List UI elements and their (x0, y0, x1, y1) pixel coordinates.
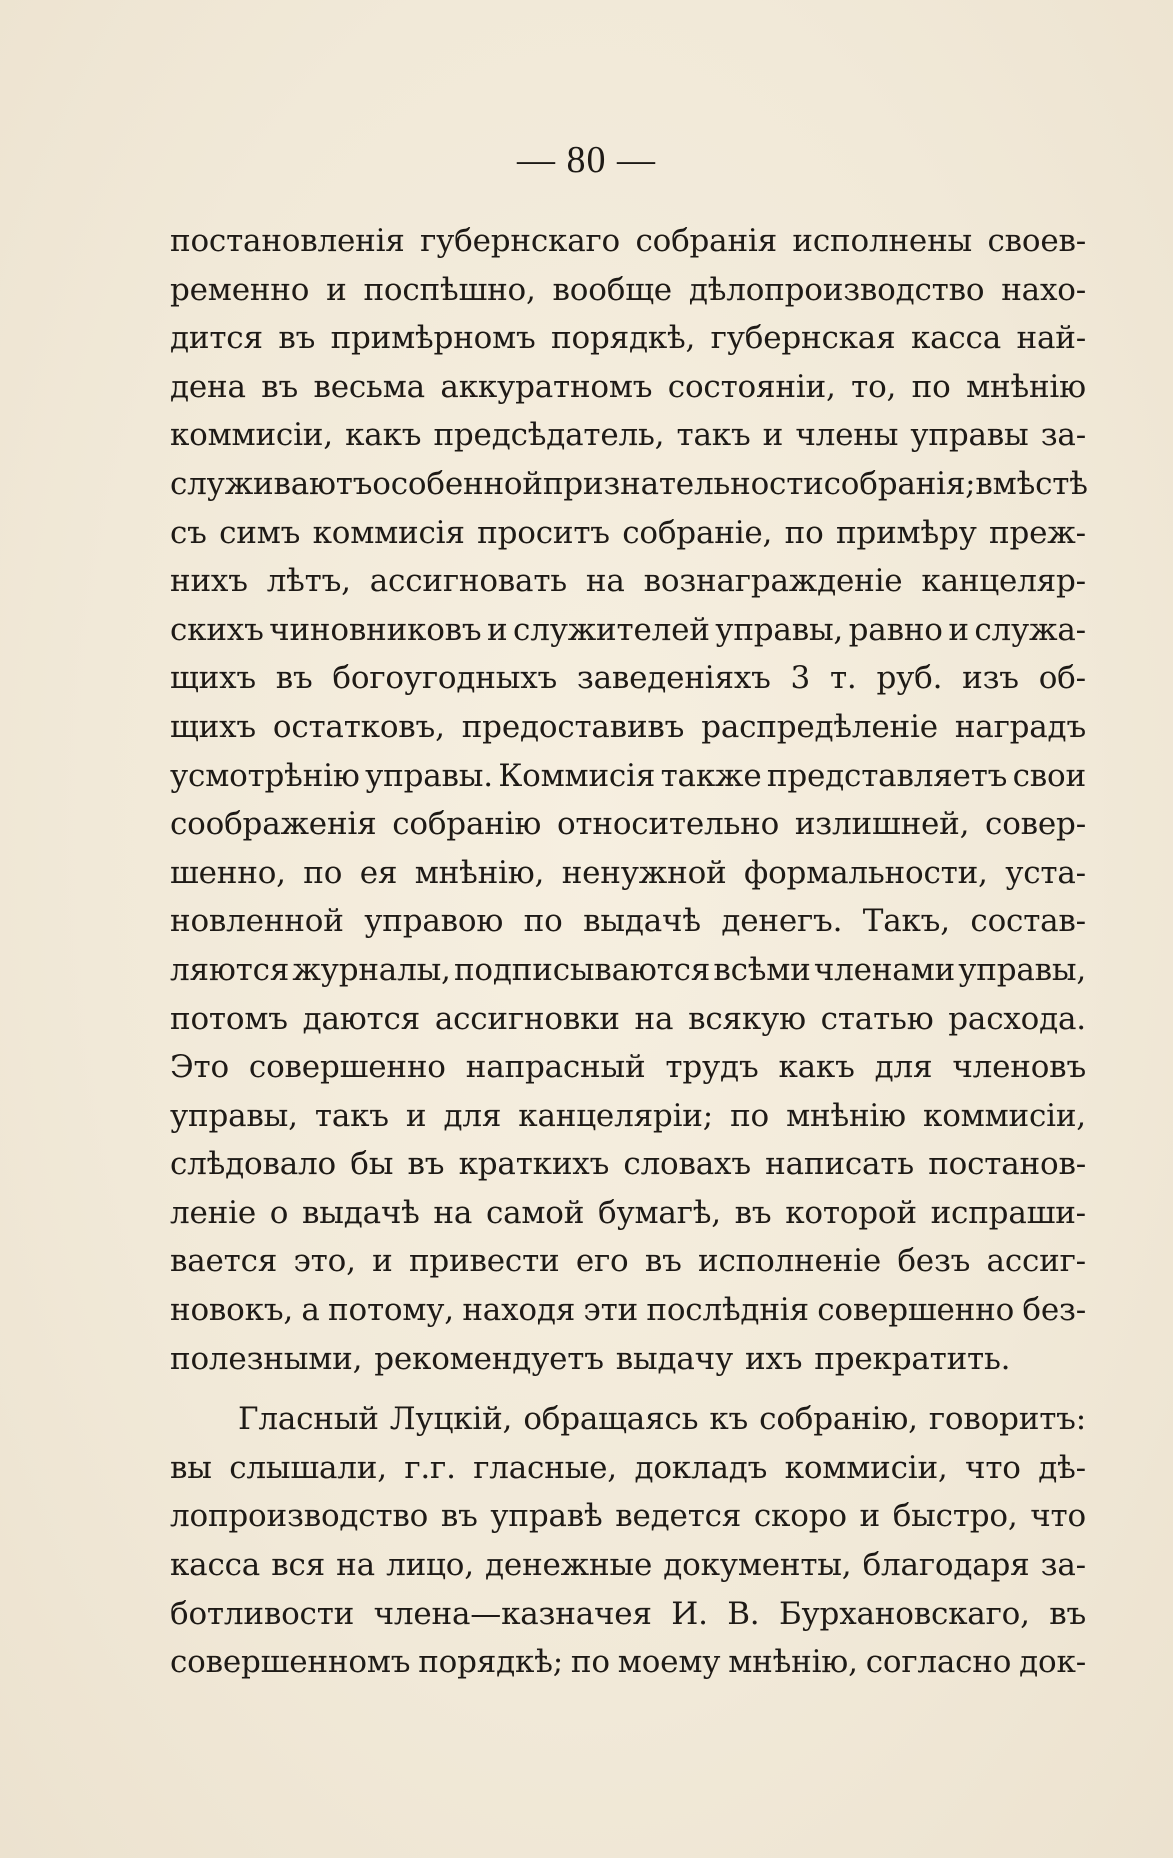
word: собранія; (823, 465, 976, 502)
word: собранію, (759, 1401, 918, 1438)
paragraph-gap (170, 1383, 1086, 1395)
word: новленной (170, 903, 344, 940)
word: за- (1040, 417, 1086, 454)
text-line (170, 752, 1086, 801)
word: въ (275, 660, 313, 697)
word: уста- (1005, 854, 1086, 891)
word: совершенномъ (170, 1644, 411, 1681)
word: подписываются (453, 951, 711, 988)
word: постановленія (170, 223, 405, 259)
word: на (585, 563, 625, 600)
word: по (570, 1644, 610, 1681)
word: бы (350, 1146, 394, 1183)
word: примѣру (835, 514, 977, 551)
word: состав- (970, 903, 1086, 940)
word: совершенно (248, 1049, 446, 1086)
word: потомъ (170, 1000, 288, 1037)
word: Гласный (238, 1401, 379, 1438)
word: особенной (372, 465, 543, 502)
word: дена (170, 368, 246, 405)
word: лопроизводство (170, 1498, 429, 1535)
word: такъ (676, 417, 751, 454)
word: наградъ (954, 708, 1086, 745)
word: денежные (485, 1547, 653, 1584)
word: по (303, 854, 343, 891)
word: коммисіи, (784, 1449, 948, 1486)
word: о (269, 1194, 289, 1231)
text-line (170, 1189, 1086, 1238)
word: находя (462, 1292, 576, 1329)
text-line (170, 411, 1086, 460)
text-line (170, 1541, 1086, 1590)
word: а (301, 1292, 320, 1329)
word: по (523, 903, 563, 940)
word: испраши- (930, 1194, 1086, 1231)
word: коммисіи, (923, 1097, 1086, 1134)
word: относительно (556, 806, 780, 843)
text-line (170, 460, 1086, 509)
word: состояніи, (667, 368, 836, 405)
word: ея (359, 854, 398, 891)
word: и (405, 1097, 427, 1134)
word: гласные, (473, 1449, 617, 1486)
word: распредѣленіе (701, 708, 938, 745)
word: вается (170, 1243, 278, 1280)
word: постанов- (928, 1146, 1086, 1183)
word: преж- (989, 514, 1086, 551)
word: такъ (314, 1097, 389, 1134)
word: поспѣшно, (363, 271, 536, 308)
word: въ (261, 368, 299, 405)
word: для (874, 1049, 933, 1086)
word: предсѣдатель, (433, 417, 665, 454)
word: и (487, 611, 508, 648)
text-line (170, 1590, 1086, 1639)
word: ассиг- (986, 1243, 1086, 1280)
word: управы. (365, 757, 493, 794)
word: и (762, 417, 784, 454)
word: членовъ (952, 1049, 1086, 1086)
text-line (170, 995, 1086, 1044)
word: бумагѣ, (598, 1194, 721, 1231)
word: служиваютъ (170, 465, 373, 502)
word: вообще (552, 271, 672, 308)
word: говоритъ: (928, 1401, 1086, 1438)
text-line (170, 1237, 1086, 1286)
word: эти (583, 1292, 638, 1329)
body-text (170, 217, 1086, 1687)
word: въ (440, 1498, 478, 1535)
word: исполненіе (698, 1243, 881, 1280)
word: рекомендуетъ (374, 1340, 604, 1377)
word: В. (727, 1595, 760, 1632)
word: управы, (170, 1097, 298, 1134)
word: ляются (170, 951, 290, 988)
word: ведется (615, 1498, 742, 1535)
word: выдачу (615, 1340, 733, 1377)
word: и (372, 1243, 393, 1280)
word: леніе (170, 1194, 256, 1231)
word: дѣ- (1038, 1449, 1086, 1486)
word: выдачѣ (583, 903, 701, 940)
word: выдачѣ (301, 1194, 420, 1231)
word: исполнены (792, 223, 973, 259)
word: представляетъ (766, 757, 1008, 794)
word: свои (1012, 757, 1086, 794)
word: вы (170, 1449, 212, 1486)
word: губернскаго (420, 223, 621, 259)
word: ременно (170, 271, 310, 308)
word: по (784, 514, 824, 551)
word: Коммисія (498, 757, 656, 794)
word: на (433, 1194, 473, 1231)
word: ненужной (561, 854, 727, 891)
word: соображенія (170, 806, 377, 843)
word: краткихъ (458, 1146, 610, 1183)
word: 3 (790, 660, 811, 697)
word: словахъ (623, 1146, 751, 1183)
text-line (170, 849, 1086, 898)
word: совершенно (817, 1292, 1015, 1329)
page-number: — 80 — (517, 139, 656, 181)
word: какъ (345, 417, 422, 454)
word: написать (765, 1146, 914, 1183)
text-line (170, 800, 1086, 849)
text-line (170, 557, 1086, 606)
word: слѣдовало (170, 1146, 336, 1183)
word: порядкѣ, (551, 320, 696, 357)
word: скихъ (170, 611, 264, 648)
word: изъ (962, 660, 1019, 697)
word: на (336, 1547, 375, 1584)
word: излишней, (794, 806, 970, 843)
word: это, (293, 1243, 356, 1280)
word: въ (644, 1243, 682, 1280)
word: коммисіи, (170, 417, 333, 454)
text-line (170, 1286, 1086, 1335)
text-line (170, 1444, 1086, 1493)
word: ихъ (744, 1340, 803, 1377)
word: денегъ. (721, 903, 843, 940)
word: и (859, 1498, 880, 1535)
word: усмотрѣнію (170, 757, 360, 794)
word: И. (671, 1595, 708, 1632)
word: примѣрномъ (330, 320, 536, 357)
word: безъ (897, 1243, 971, 1280)
word: полезными, (170, 1340, 363, 1377)
word: проситъ (477, 514, 610, 551)
word: на (634, 1000, 674, 1037)
word: привести (408, 1243, 560, 1280)
word: какъ (778, 1049, 855, 1086)
word: послѣднія (646, 1292, 809, 1329)
word: ассигновки (434, 1000, 620, 1037)
word: собраніе, (622, 514, 773, 551)
word: формальности, (744, 854, 988, 891)
text-line (170, 509, 1086, 558)
word: мнѣнію, (728, 1644, 858, 1681)
word: щихъ (170, 708, 256, 745)
text-line (170, 1140, 1086, 1189)
word: Такъ, (862, 903, 950, 940)
word: щихъ (170, 660, 256, 697)
text-line (170, 1043, 1086, 1092)
word: вознагражденіе (643, 563, 903, 600)
word: весьма (313, 368, 425, 405)
word: слышали, (229, 1449, 387, 1486)
word: руб. (876, 660, 943, 697)
word: нихъ (170, 563, 248, 600)
text-line (170, 217, 1086, 266)
text-line (170, 1395, 1086, 1444)
word: его (575, 1243, 629, 1280)
word: канцеляр- (921, 563, 1086, 600)
text-line (170, 314, 1086, 363)
word: предоставивъ (461, 708, 685, 745)
word: дится (170, 320, 263, 357)
word: которой (785, 1194, 917, 1231)
word: служителей (513, 611, 710, 648)
word: лицо, (386, 1547, 474, 1584)
word: въ (734, 1194, 772, 1231)
word: всѣми (713, 951, 811, 988)
word: расхода. (948, 1000, 1086, 1037)
text-line (170, 1092, 1086, 1141)
word: мнѣнію (966, 368, 1086, 405)
word: ассигновать (369, 563, 567, 600)
text-line (170, 606, 1086, 655)
word: управы, (715, 611, 844, 648)
word: и (948, 611, 969, 648)
word: без- (1022, 1292, 1086, 1329)
word: за- (1040, 1547, 1086, 1584)
text-line (170, 897, 1086, 946)
word: заведеніяхъ (576, 660, 771, 697)
text-line (170, 703, 1086, 752)
word: всякую (688, 1000, 806, 1037)
word: вся (271, 1547, 326, 1584)
word: вмѣстѣ (975, 465, 1088, 502)
text-line (170, 1638, 1086, 1687)
word: остатковъ, (272, 708, 445, 745)
word: докладъ (634, 1449, 768, 1486)
text-line (170, 1492, 1086, 1541)
word: самой (485, 1194, 585, 1231)
text-line (170, 946, 1086, 995)
word: даются (302, 1000, 421, 1037)
word: най- (1016, 320, 1086, 357)
word: прекратить. (814, 1340, 1011, 1377)
word: г.г. (404, 1449, 456, 1486)
word: члены (795, 417, 899, 454)
word: коммисія (312, 514, 465, 551)
word: управы, (958, 951, 1086, 988)
word: то, (851, 368, 897, 405)
word: управы (910, 417, 1029, 454)
word: въ (407, 1146, 445, 1183)
word: дѣлопроизводство (688, 271, 985, 308)
word: Это (170, 1049, 229, 1086)
word: нахо- (1001, 271, 1086, 308)
word: въ (278, 320, 316, 357)
text-line (170, 654, 1086, 703)
word: чиновниковъ (269, 611, 482, 648)
word: ботливости (170, 1595, 355, 1632)
word: для (443, 1097, 502, 1134)
word: порядкѣ; (418, 1644, 563, 1681)
word: губернская (710, 320, 896, 357)
word: аккуратномъ (440, 368, 653, 405)
word: док- (1019, 1644, 1086, 1681)
word: богоугодныхъ (332, 660, 558, 697)
word: по (911, 368, 951, 405)
word: журналы, (292, 951, 451, 988)
word: касса (910, 320, 1002, 357)
word: и (326, 271, 347, 308)
word: совер- (985, 806, 1086, 843)
word: собранія (635, 223, 777, 259)
word: моему (617, 1644, 721, 1681)
word: признательности (542, 465, 824, 502)
word: статью (820, 1000, 934, 1037)
word: лѣтъ, (266, 563, 351, 600)
word: трудъ (665, 1049, 759, 1086)
word: напрасный (465, 1049, 646, 1086)
word: скоро (753, 1498, 847, 1535)
word: равно (848, 611, 943, 648)
word: симъ (219, 514, 301, 551)
word: канцеляріи; (518, 1097, 713, 1134)
word: собранію (392, 806, 542, 843)
word: что (965, 1449, 1021, 1486)
word: новокъ, (170, 1292, 293, 1329)
word: своев- (987, 223, 1086, 259)
text-line (170, 1335, 1086, 1384)
word: что (1030, 1498, 1086, 1535)
word: быстро, (892, 1498, 1018, 1535)
word: членами (813, 951, 955, 988)
word: мнѣнію (786, 1097, 906, 1134)
word: об- (1038, 660, 1086, 697)
word: служа- (974, 611, 1086, 648)
word: благодаря (862, 1547, 1030, 1584)
word: согласно (865, 1644, 1012, 1681)
word: обращаясь (523, 1401, 699, 1438)
word: управѣ (490, 1498, 603, 1535)
word: къ (709, 1401, 749, 1438)
word: документы, (663, 1547, 852, 1584)
word: касса (170, 1547, 261, 1584)
word: Луцкій, (389, 1401, 513, 1438)
word: т. (829, 660, 857, 697)
word: члена—казначея (373, 1595, 652, 1632)
word: управою (364, 903, 504, 940)
word: шенно, (170, 854, 286, 891)
text-line (170, 363, 1086, 412)
word: Бурхановскаго, (778, 1595, 1030, 1632)
word: по (730, 1097, 770, 1134)
word: также (660, 757, 762, 794)
word: мнѣнію, (414, 854, 545, 891)
word: въ (1049, 1595, 1086, 1632)
word: съ (170, 514, 207, 551)
word: потому, (328, 1292, 454, 1329)
text-line (170, 266, 1086, 315)
